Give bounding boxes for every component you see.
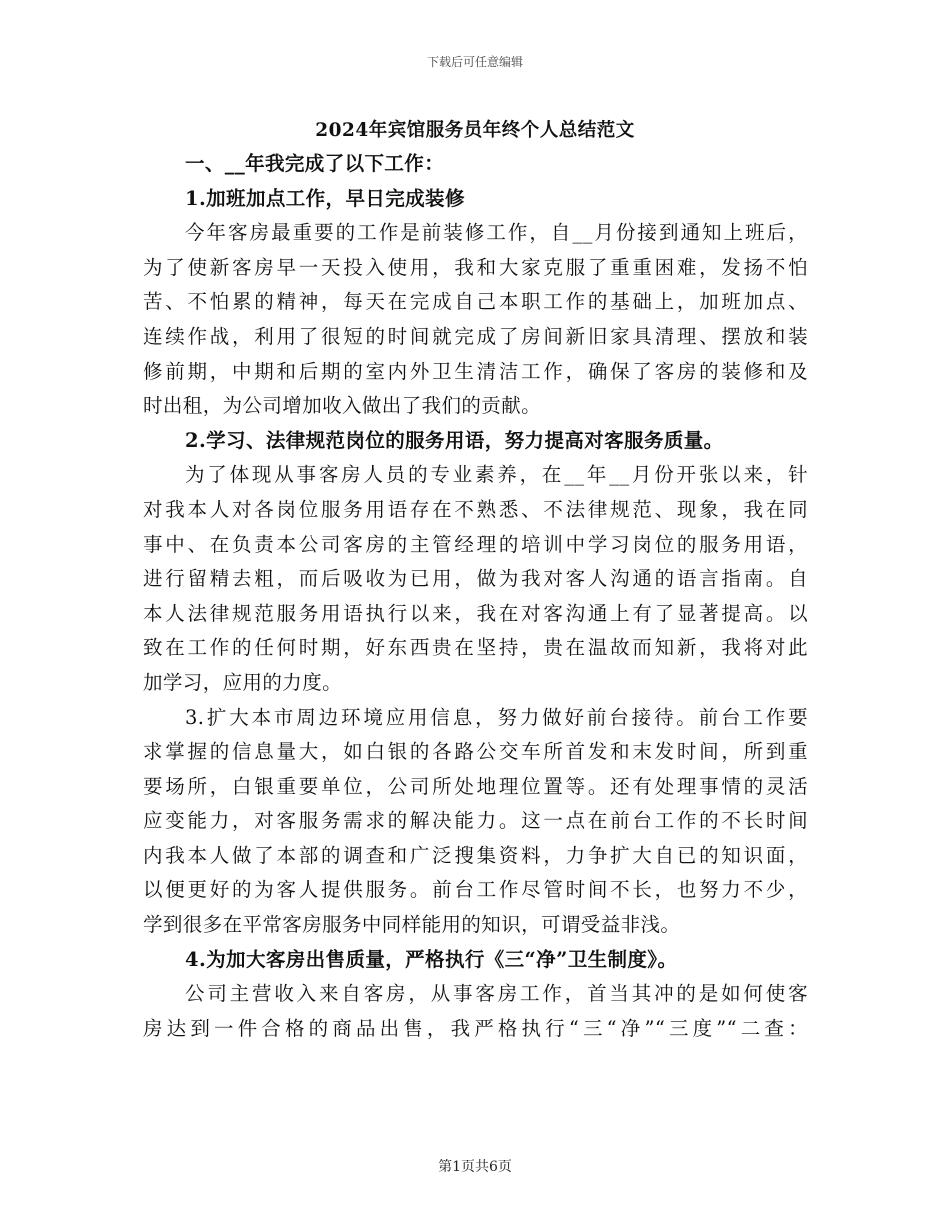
page-number: 第1页共6页 [438, 1159, 512, 1175]
paragraph-line: 加学习，应用的力度。 [143, 670, 343, 694]
header-note: 下载后可任意编辑 [426, 55, 523, 69]
paragraph-line: 应变能力，对客服务需求的解决能力。这一点在前台工作的不长时间 [143, 809, 808, 833]
paragraph-line: 求掌握的信息量大，如白银的各路公交车所首发和末发时间，所到重 [143, 740, 808, 764]
paragraph-line: 公司主营收入来自客房，从事客房工作，首当其冲的是如何使客 [185, 982, 808, 1006]
paragraph-line: 苦、不怕累的精神，每天在完成自己本职工作的基础上，加班加点、 [143, 290, 808, 314]
paragraph-line: 要场所，白银重要单位，公司所处地理位置等。还有处理事情的灵活 [143, 774, 808, 798]
paragraph-line: 为了使新客房早一天投入使用，我和大家克服了重重困难，发扬不怕 [143, 255, 808, 279]
paragraph-line: 为了体现从事客房人员的专业素养，在__年__月份开张以来，针 [185, 463, 808, 487]
section-heading: 一、__年我完成了以下工作： [185, 152, 445, 175]
paragraph-line: 连续作战，利用了很短的时间就完成了房间新旧家具清理、摆放和装 [143, 324, 808, 348]
document-body [143, 147, 808, 1046]
paragraph-line: 进行留精去粗，而后吸收为已用，做为我对客人沟通的语言指南。自 [143, 567, 808, 591]
paragraph-line: 3.扩大本市周边环境应用信息，努力做好前台接待。前台工作要 [185, 705, 808, 729]
subsection-heading-1: 1.加班加点工作，早日完成装修 [185, 186, 465, 210]
paragraph-line: 学到很多在平常客房服务中同样能用的知识，可谓受益非浅。 [143, 913, 681, 937]
paragraph-line: 内我本人做了本部的调查和广泛搜集资料，力争扩大自已的知识面， [143, 843, 808, 867]
paragraph-line: 今年客房最重要的工作是前装修工作，自__月份接到通知上班后， [185, 221, 808, 245]
paragraph-line: 致在工作的任何时期，好东西贵在坚持，贵在温故而知新，我将对此 [143, 636, 808, 660]
subsection-heading-2: 2.学习、法律规范岗位的服务用语，努力提高对客服务质量。 [185, 428, 724, 452]
paragraph-line: 修前期，中期和后期的室内外卫生清洁工作，确保了客房的装修和及 [143, 359, 808, 383]
subsection-heading-4: 4.为加大客房出售质量，严格执行《三“净”卫生制度》。 [185, 947, 678, 971]
document-title: 2024年宾馆服务员年终个人总结范文 [315, 120, 635, 141]
paragraph-line: 本人法律规范服务用语执行以来，我在对客沟通上有了显著提高。以 [143, 601, 808, 625]
paragraph-line: 对我本人对各岗位服务用语存在不熟悉、不法律规范、现象，我在同 [143, 497, 808, 521]
paragraph-line: 房达到一件合格的商品出售，我严格执行“三“净”“三度”“二查： [143, 1016, 808, 1040]
paragraph-line: 时出租，为公司增加收入做出了我们的贡献。 [143, 394, 542, 418]
paragraph-line: 事中、在负责本公司客房的主管经理的培训中学习岗位的服务用语， [143, 532, 808, 556]
paragraph-line: 以便更好的为客人提供服务。前台工作尽管时间不长，也努力不少， [143, 878, 808, 902]
